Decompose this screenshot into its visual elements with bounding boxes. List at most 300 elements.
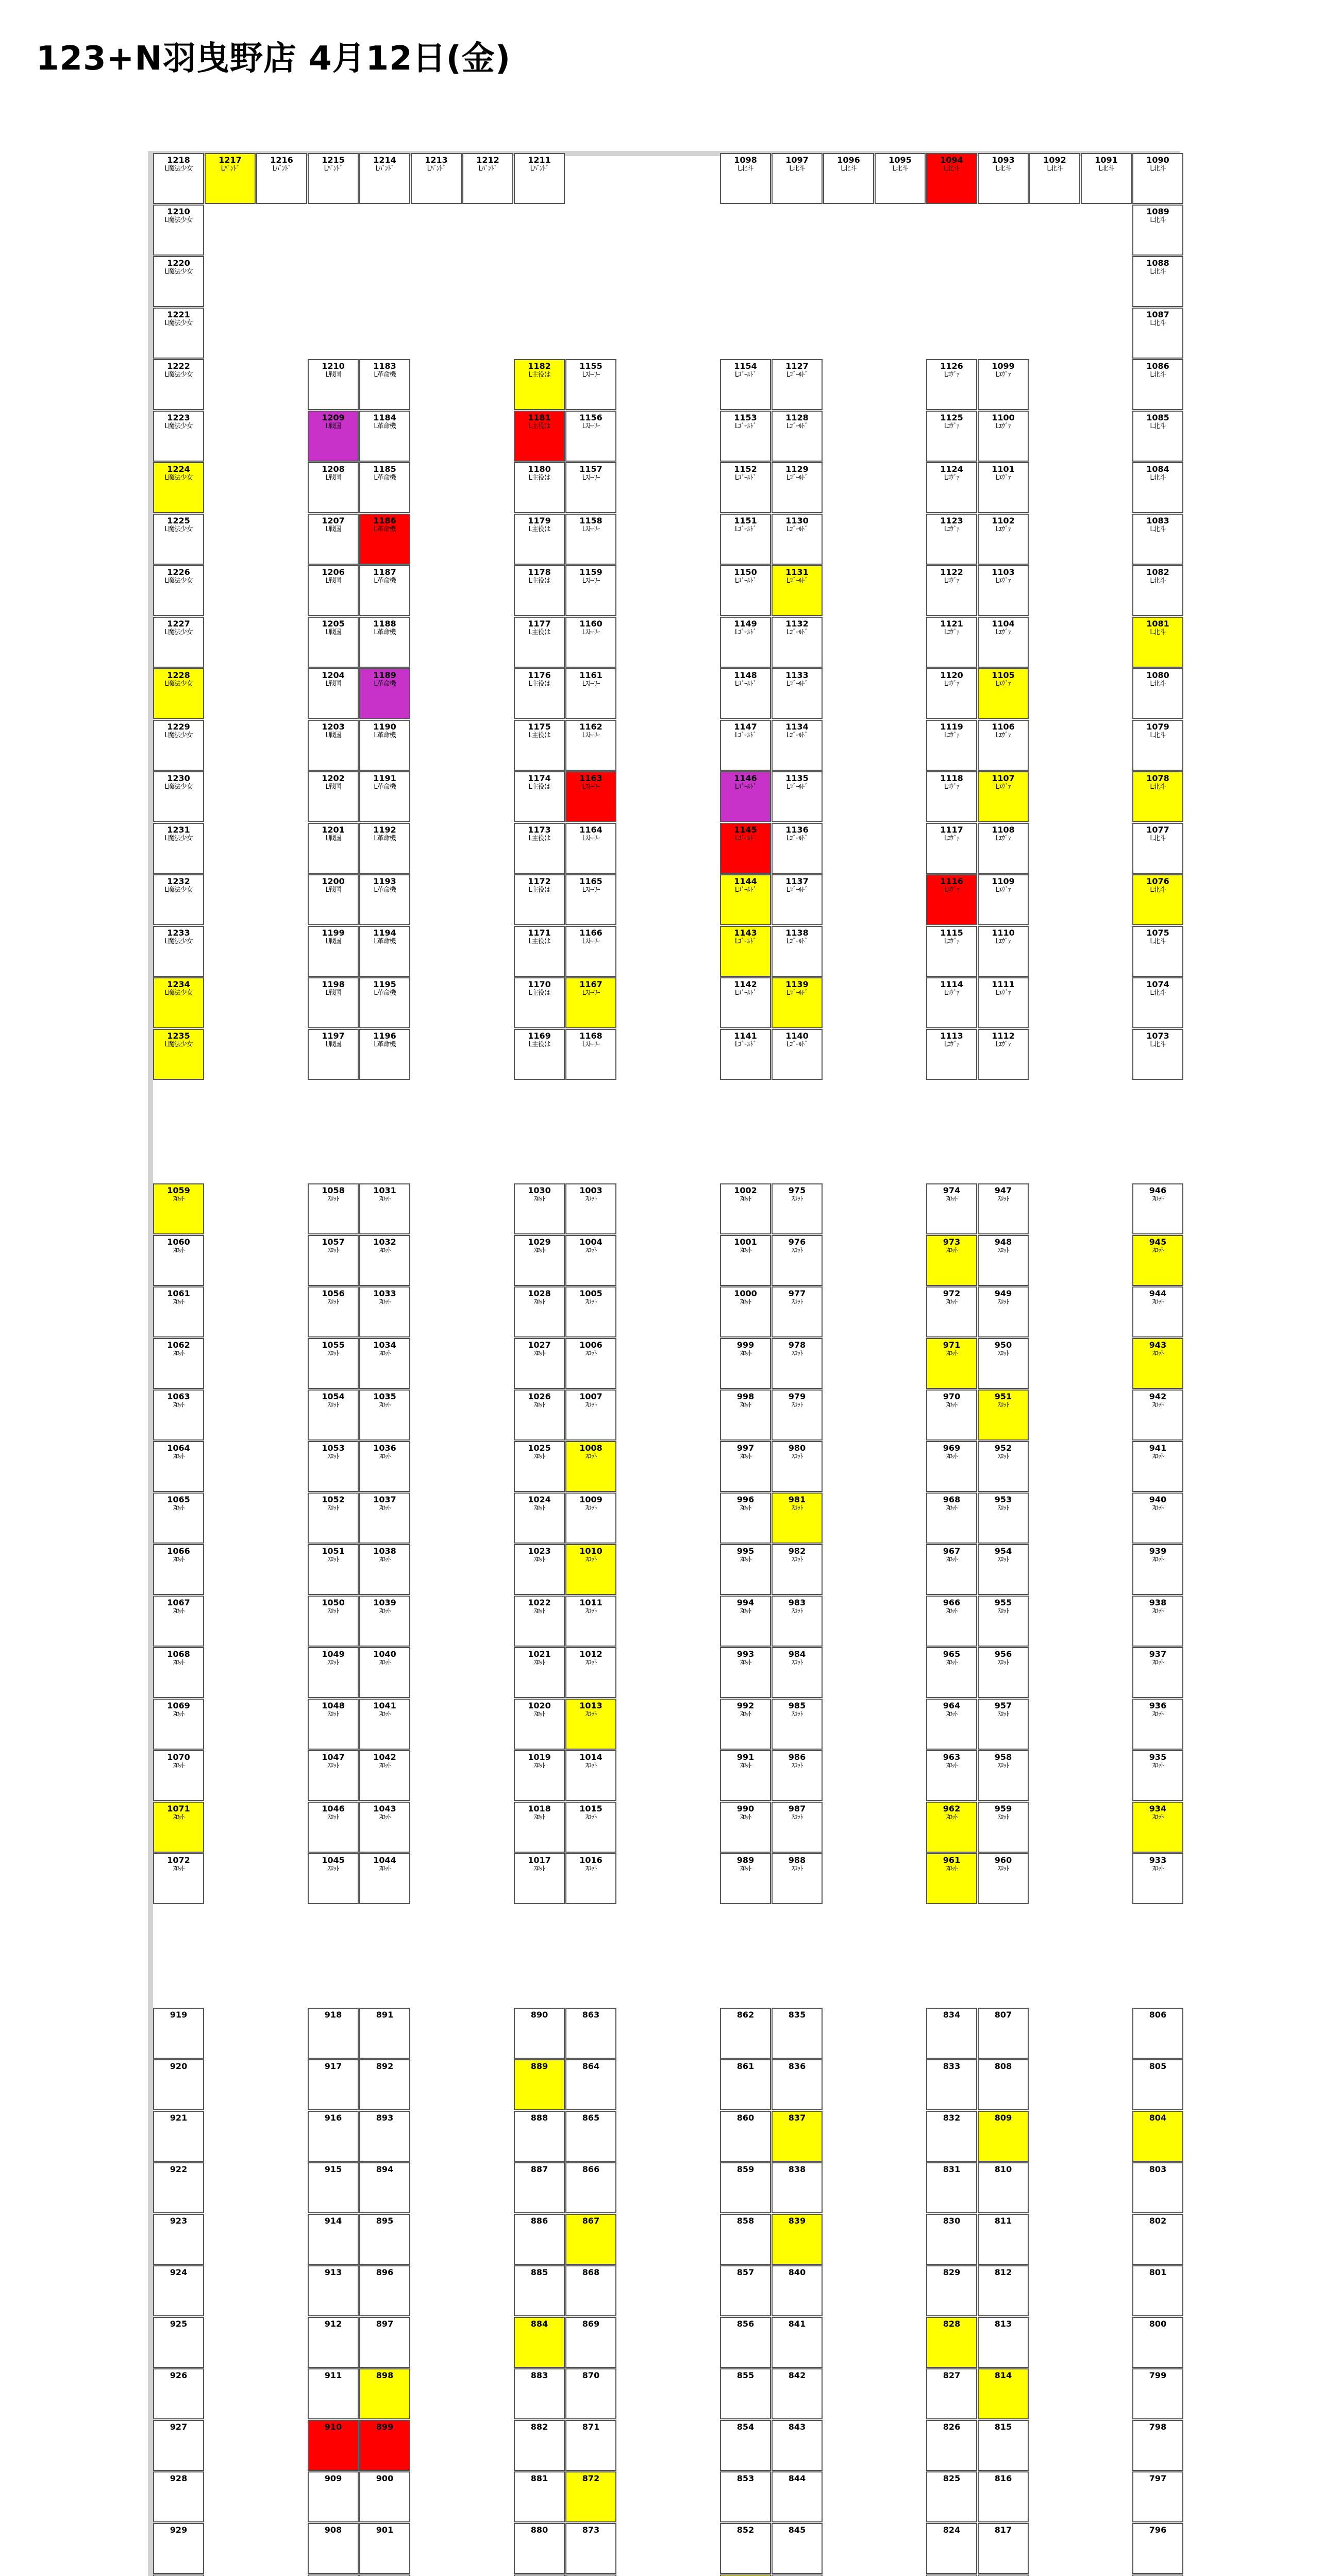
machine-slot[interactable] xyxy=(514,771,565,822)
machine-slot[interactable] xyxy=(926,874,977,925)
machine-slot[interactable] xyxy=(153,256,204,307)
machine-slot[interactable] xyxy=(1132,359,1183,410)
machine-slot[interactable] xyxy=(720,514,771,565)
machine-slot[interactable] xyxy=(153,2420,204,2471)
machine-slot[interactable] xyxy=(565,874,616,925)
machine-slot[interactable] xyxy=(1132,153,1183,204)
machine-slot[interactable] xyxy=(153,2523,204,2574)
machine-slot[interactable] xyxy=(565,1389,616,1440)
machine-slot[interactable] xyxy=(772,1286,823,1337)
machine-slot[interactable] xyxy=(772,2214,823,2265)
machine-slot[interactable] xyxy=(308,1493,359,1544)
machine-slot[interactable] xyxy=(772,153,823,204)
machine-slot[interactable] xyxy=(514,1235,565,1286)
machine-slot[interactable] xyxy=(1132,2317,1183,2368)
machine-slot[interactable] xyxy=(308,2317,359,2368)
machine-slot[interactable] xyxy=(720,720,771,771)
machine-slot[interactable] xyxy=(720,2059,771,2110)
machine-slot[interactable] xyxy=(153,2059,204,2110)
machine-slot[interactable] xyxy=(926,977,977,1028)
machine-slot[interactable] xyxy=(359,771,410,822)
machine-slot[interactable] xyxy=(565,1183,616,1234)
machine-slot[interactable] xyxy=(772,1441,823,1492)
machine-slot[interactable] xyxy=(1132,1183,1183,1234)
machine-slot[interactable] xyxy=(308,514,359,565)
machine-slot[interactable] xyxy=(565,2265,616,2316)
machine-slot[interactable] xyxy=(153,771,204,822)
machine-slot[interactable] xyxy=(565,823,616,874)
machine-slot[interactable] xyxy=(720,1596,771,1647)
machine-slot[interactable] xyxy=(153,565,204,616)
machine-slot[interactable] xyxy=(926,462,977,513)
machine-slot[interactable] xyxy=(978,1235,1029,1286)
machine-slot[interactable] xyxy=(359,1544,410,1595)
machine-slot[interactable] xyxy=(514,2162,565,2213)
machine-slot[interactable] xyxy=(1081,153,1132,204)
machine-slot[interactable] xyxy=(1132,1235,1183,1286)
machine-slot[interactable] xyxy=(565,1853,616,1904)
machine-slot[interactable] xyxy=(1132,2368,1183,2419)
machine-slot[interactable] xyxy=(308,1802,359,1853)
machine-slot[interactable] xyxy=(308,668,359,719)
machine-slot[interactable] xyxy=(720,1802,771,1853)
machine-slot[interactable] xyxy=(720,1750,771,1801)
machine-slot[interactable] xyxy=(926,2008,977,2059)
machine-slot[interactable] xyxy=(565,1286,616,1337)
machine-slot[interactable] xyxy=(720,1647,771,1698)
machine-slot[interactable] xyxy=(514,1544,565,1595)
machine-slot[interactable] xyxy=(153,2162,204,2213)
machine-slot[interactable] xyxy=(359,1441,410,1492)
machine-slot[interactable] xyxy=(720,2162,771,2213)
machine-slot[interactable] xyxy=(565,977,616,1028)
machine-slot[interactable] xyxy=(205,153,256,204)
machine-slot[interactable] xyxy=(308,2162,359,2213)
machine-slot[interactable] xyxy=(720,823,771,874)
machine-slot[interactable] xyxy=(772,926,823,977)
machine-slot[interactable] xyxy=(153,617,204,668)
machine-slot[interactable] xyxy=(978,153,1029,204)
machine-slot[interactable] xyxy=(772,359,823,410)
machine-slot[interactable] xyxy=(153,411,204,462)
machine-slot[interactable] xyxy=(772,771,823,822)
machine-slot[interactable] xyxy=(772,462,823,513)
machine-slot[interactable] xyxy=(411,153,462,204)
machine-slot[interactable] xyxy=(359,2162,410,2213)
machine-slot[interactable] xyxy=(720,1853,771,1904)
machine-slot[interactable] xyxy=(514,1183,565,1234)
machine-slot[interactable] xyxy=(978,2420,1029,2471)
machine-slot[interactable] xyxy=(359,1286,410,1337)
machine-slot[interactable] xyxy=(926,1389,977,1440)
machine-slot[interactable] xyxy=(153,1802,204,1853)
machine-slot[interactable] xyxy=(308,1029,359,1080)
machine-slot[interactable] xyxy=(514,1802,565,1853)
machine-slot[interactable] xyxy=(978,2008,1029,2059)
machine-slot[interactable] xyxy=(359,2420,410,2471)
machine-slot[interactable] xyxy=(926,1647,977,1698)
machine-slot[interactable] xyxy=(772,617,823,668)
machine-slot[interactable] xyxy=(359,874,410,925)
machine-slot[interactable] xyxy=(978,1183,1029,1234)
machine-slot[interactable] xyxy=(1029,153,1080,204)
machine-slot[interactable] xyxy=(565,1338,616,1389)
machine-slot[interactable] xyxy=(978,926,1029,977)
machine-slot[interactable] xyxy=(359,2317,410,2368)
machine-slot[interactable] xyxy=(153,1389,204,1440)
machine-slot[interactable] xyxy=(565,2471,616,2522)
machine-slot[interactable] xyxy=(720,1544,771,1595)
machine-slot[interactable] xyxy=(720,2368,771,2419)
machine-slot[interactable] xyxy=(308,2471,359,2522)
machine-slot[interactable] xyxy=(926,153,977,204)
machine-slot[interactable] xyxy=(926,2523,977,2574)
machine-slot[interactable] xyxy=(1132,411,1183,462)
machine-slot[interactable] xyxy=(1132,1441,1183,1492)
machine-slot[interactable] xyxy=(720,771,771,822)
machine-slot[interactable] xyxy=(359,2523,410,2574)
machine-slot[interactable] xyxy=(926,411,977,462)
machine-slot[interactable] xyxy=(978,2059,1029,2110)
machine-slot[interactable] xyxy=(772,2471,823,2522)
machine-slot[interactable] xyxy=(926,2059,977,2110)
machine-slot[interactable] xyxy=(926,2471,977,2522)
machine-slot[interactable] xyxy=(1132,1596,1183,1647)
machine-slot[interactable] xyxy=(514,2317,565,2368)
machine-slot[interactable] xyxy=(1132,874,1183,925)
machine-slot[interactable] xyxy=(926,2162,977,2213)
machine-slot[interactable] xyxy=(565,565,616,616)
machine-slot[interactable] xyxy=(565,1441,616,1492)
machine-slot[interactable] xyxy=(926,1286,977,1337)
machine-slot[interactable] xyxy=(565,2059,616,2110)
machine-slot[interactable] xyxy=(514,1750,565,1801)
machine-slot[interactable] xyxy=(926,514,977,565)
machine-slot[interactable] xyxy=(926,668,977,719)
machine-slot[interactable] xyxy=(978,1802,1029,1853)
machine-slot[interactable] xyxy=(772,2059,823,2110)
machine-slot[interactable] xyxy=(720,977,771,1028)
machine-slot[interactable] xyxy=(1132,2420,1183,2471)
machine-slot[interactable] xyxy=(772,1544,823,1595)
machine-slot[interactable] xyxy=(720,1699,771,1750)
machine-slot[interactable] xyxy=(153,153,204,204)
machine-slot[interactable] xyxy=(926,2368,977,2419)
machine-slot[interactable] xyxy=(1132,977,1183,1028)
machine-slot[interactable] xyxy=(565,2111,616,2162)
machine-slot[interactable] xyxy=(1132,308,1183,359)
machine-slot[interactable] xyxy=(308,2008,359,2059)
machine-slot[interactable] xyxy=(359,977,410,1028)
machine-slot[interactable] xyxy=(772,2265,823,2316)
machine-slot[interactable] xyxy=(514,462,565,513)
machine-slot[interactable] xyxy=(1132,1493,1183,1544)
machine-slot[interactable] xyxy=(153,2008,204,2059)
machine-slot[interactable] xyxy=(359,1699,410,1750)
machine-slot[interactable] xyxy=(514,1596,565,1647)
machine-slot[interactable] xyxy=(565,2368,616,2419)
machine-slot[interactable] xyxy=(720,462,771,513)
machine-slot[interactable] xyxy=(1132,2523,1183,2574)
machine-slot[interactable] xyxy=(308,617,359,668)
machine-slot[interactable] xyxy=(153,1338,204,1389)
machine-slot[interactable] xyxy=(514,823,565,874)
machine-slot[interactable] xyxy=(978,2523,1029,2574)
machine-slot[interactable] xyxy=(153,205,204,256)
machine-slot[interactable] xyxy=(1132,823,1183,874)
machine-slot[interactable] xyxy=(308,2059,359,2110)
machine-slot[interactable] xyxy=(720,2317,771,2368)
machine-slot[interactable] xyxy=(978,771,1029,822)
machine-slot[interactable] xyxy=(926,565,977,616)
machine-slot[interactable] xyxy=(1132,205,1183,256)
machine-slot[interactable] xyxy=(308,1750,359,1801)
machine-slot[interactable] xyxy=(565,514,616,565)
machine-slot[interactable] xyxy=(720,2420,771,2471)
machine-slot[interactable] xyxy=(308,926,359,977)
machine-slot[interactable] xyxy=(1132,2214,1183,2265)
machine-slot[interactable] xyxy=(926,771,977,822)
machine-slot[interactable] xyxy=(359,462,410,513)
machine-slot[interactable] xyxy=(978,462,1029,513)
machine-slot[interactable] xyxy=(359,823,410,874)
machine-slot[interactable] xyxy=(772,1235,823,1286)
machine-slot[interactable] xyxy=(308,2523,359,2574)
machine-slot[interactable] xyxy=(514,874,565,925)
machine-slot[interactable] xyxy=(978,1596,1029,1647)
machine-slot[interactable] xyxy=(565,359,616,410)
machine-slot[interactable] xyxy=(153,359,204,410)
machine-slot[interactable] xyxy=(308,874,359,925)
machine-slot[interactable] xyxy=(720,411,771,462)
machine-slot[interactable] xyxy=(772,1750,823,1801)
machine-slot[interactable] xyxy=(926,2265,977,2316)
machine-slot[interactable] xyxy=(926,1699,977,1750)
machine-slot[interactable] xyxy=(153,1493,204,1544)
machine-slot[interactable] xyxy=(978,1853,1029,1904)
machine-slot[interactable] xyxy=(308,1647,359,1698)
machine-slot[interactable] xyxy=(926,2420,977,2471)
machine-slot[interactable] xyxy=(153,1750,204,1801)
machine-slot[interactable] xyxy=(1132,771,1183,822)
machine-slot[interactable] xyxy=(1132,256,1183,307)
machine-slot[interactable] xyxy=(772,1389,823,1440)
machine-slot[interactable] xyxy=(772,1802,823,1853)
machine-slot[interactable] xyxy=(308,2111,359,2162)
machine-slot[interactable] xyxy=(256,153,307,204)
machine-slot[interactable] xyxy=(514,2214,565,2265)
machine-slot[interactable] xyxy=(1132,1802,1183,1853)
machine-slot[interactable] xyxy=(772,2368,823,2419)
machine-slot[interactable] xyxy=(978,823,1029,874)
machine-slot[interactable] xyxy=(565,720,616,771)
machine-slot[interactable] xyxy=(1132,2162,1183,2213)
machine-slot[interactable] xyxy=(565,1544,616,1595)
machine-slot[interactable] xyxy=(772,874,823,925)
machine-slot[interactable] xyxy=(565,926,616,977)
machine-slot[interactable] xyxy=(926,2111,977,2162)
machine-slot[interactable] xyxy=(359,926,410,977)
machine-slot[interactable] xyxy=(772,2162,823,2213)
machine-slot[interactable] xyxy=(359,2471,410,2522)
machine-slot[interactable] xyxy=(308,2214,359,2265)
machine-slot[interactable] xyxy=(153,1853,204,1904)
machine-slot[interactable] xyxy=(359,1802,410,1853)
machine-slot[interactable] xyxy=(514,2059,565,2110)
machine-slot[interactable] xyxy=(772,668,823,719)
machine-slot[interactable] xyxy=(978,2162,1029,2213)
machine-slot[interactable] xyxy=(1132,2008,1183,2059)
machine-slot[interactable] xyxy=(978,2317,1029,2368)
machine-slot[interactable] xyxy=(720,874,771,925)
machine-slot[interactable] xyxy=(978,668,1029,719)
machine-slot[interactable] xyxy=(978,2214,1029,2265)
machine-slot[interactable] xyxy=(772,720,823,771)
machine-slot[interactable] xyxy=(308,1183,359,1234)
machine-slot[interactable] xyxy=(308,153,359,204)
machine-slot[interactable] xyxy=(565,1802,616,1853)
machine-slot[interactable] xyxy=(772,2420,823,2471)
machine-slot[interactable] xyxy=(514,2368,565,2419)
machine-slot[interactable] xyxy=(153,720,204,771)
machine-slot[interactable] xyxy=(153,1441,204,1492)
machine-slot[interactable] xyxy=(720,565,771,616)
machine-slot[interactable] xyxy=(153,926,204,977)
machine-slot[interactable] xyxy=(926,359,977,410)
machine-slot[interactable] xyxy=(359,514,410,565)
machine-slot[interactable] xyxy=(514,1286,565,1337)
machine-slot[interactable] xyxy=(565,2317,616,2368)
machine-slot[interactable] xyxy=(308,1338,359,1389)
machine-slot[interactable] xyxy=(514,2008,565,2059)
machine-slot[interactable] xyxy=(720,2471,771,2522)
machine-slot[interactable] xyxy=(514,1029,565,1080)
machine-slot[interactable] xyxy=(926,1544,977,1595)
machine-slot[interactable] xyxy=(978,720,1029,771)
machine-slot[interactable] xyxy=(1132,1544,1183,1595)
machine-slot[interactable] xyxy=(153,462,204,513)
machine-slot[interactable] xyxy=(978,1389,1029,1440)
machine-slot[interactable] xyxy=(153,1235,204,1286)
machine-slot[interactable] xyxy=(720,1389,771,1440)
machine-slot[interactable] xyxy=(978,1647,1029,1698)
machine-slot[interactable] xyxy=(514,1441,565,1492)
machine-slot[interactable] xyxy=(565,2523,616,2574)
machine-slot[interactable] xyxy=(875,153,926,204)
machine-slot[interactable] xyxy=(308,771,359,822)
machine-slot[interactable] xyxy=(153,1544,204,1595)
machine-slot[interactable] xyxy=(978,874,1029,925)
machine-slot[interactable] xyxy=(514,977,565,1028)
machine-slot[interactable] xyxy=(359,2368,410,2419)
machine-slot[interactable] xyxy=(772,1699,823,1750)
machine-slot[interactable] xyxy=(1132,462,1183,513)
machine-slot[interactable] xyxy=(359,1853,410,1904)
machine-slot[interactable] xyxy=(772,1596,823,1647)
machine-slot[interactable] xyxy=(1132,565,1183,616)
machine-slot[interactable] xyxy=(153,2265,204,2316)
machine-slot[interactable] xyxy=(720,1029,771,1080)
machine-slot[interactable] xyxy=(565,411,616,462)
machine-slot[interactable] xyxy=(514,1647,565,1698)
machine-slot[interactable] xyxy=(565,1235,616,1286)
machine-slot[interactable] xyxy=(772,411,823,462)
machine-slot[interactable] xyxy=(514,565,565,616)
machine-slot[interactable] xyxy=(720,617,771,668)
machine-slot[interactable] xyxy=(153,2368,204,2419)
machine-slot[interactable] xyxy=(772,977,823,1028)
machine-slot[interactable] xyxy=(978,977,1029,1028)
machine-slot[interactable] xyxy=(720,2214,771,2265)
machine-slot[interactable] xyxy=(308,1286,359,1337)
machine-slot[interactable] xyxy=(565,617,616,668)
machine-slot[interactable] xyxy=(978,617,1029,668)
machine-slot[interactable] xyxy=(772,823,823,874)
machine-slot[interactable] xyxy=(308,1596,359,1647)
machine-slot[interactable] xyxy=(926,1596,977,1647)
machine-slot[interactable] xyxy=(772,2111,823,2162)
machine-slot[interactable] xyxy=(1132,1389,1183,1440)
machine-slot[interactable] xyxy=(978,2471,1029,2522)
machine-slot[interactable] xyxy=(1132,1647,1183,1698)
machine-slot[interactable] xyxy=(308,1441,359,1492)
machine-slot[interactable] xyxy=(720,1183,771,1234)
machine-slot[interactable] xyxy=(514,668,565,719)
machine-slot[interactable] xyxy=(978,565,1029,616)
machine-slot[interactable] xyxy=(720,668,771,719)
machine-slot[interactable] xyxy=(926,1338,977,1389)
machine-slot[interactable] xyxy=(1132,1286,1183,1337)
machine-slot[interactable] xyxy=(823,153,874,204)
machine-slot[interactable] xyxy=(1132,2265,1183,2316)
machine-slot[interactable] xyxy=(978,2368,1029,2419)
machine-slot[interactable] xyxy=(926,1802,977,1853)
machine-slot[interactable] xyxy=(565,1750,616,1801)
machine-slot[interactable] xyxy=(359,1183,410,1234)
machine-slot[interactable] xyxy=(978,2111,1029,2162)
machine-slot[interactable] xyxy=(1132,1699,1183,1750)
machine-slot[interactable] xyxy=(772,565,823,616)
machine-slot[interactable] xyxy=(514,926,565,977)
machine-slot[interactable] xyxy=(514,153,565,204)
machine-slot[interactable] xyxy=(153,2111,204,2162)
machine-slot[interactable] xyxy=(359,2008,410,2059)
machine-slot[interactable] xyxy=(359,2214,410,2265)
machine-slot[interactable] xyxy=(720,153,771,204)
machine-slot[interactable] xyxy=(308,823,359,874)
machine-slot[interactable] xyxy=(1132,668,1183,719)
machine-slot[interactable] xyxy=(926,1183,977,1234)
machine-slot[interactable] xyxy=(153,1596,204,1647)
machine-slot[interactable] xyxy=(514,1853,565,1904)
machine-slot[interactable] xyxy=(926,720,977,771)
machine-slot[interactable] xyxy=(308,2420,359,2471)
machine-slot[interactable] xyxy=(772,1853,823,1904)
machine-slot[interactable] xyxy=(720,359,771,410)
machine-slot[interactable] xyxy=(153,2317,204,2368)
machine-slot[interactable] xyxy=(514,1389,565,1440)
machine-slot[interactable] xyxy=(1132,926,1183,977)
machine-slot[interactable] xyxy=(1132,1338,1183,1389)
machine-slot[interactable] xyxy=(926,1853,977,1904)
machine-slot[interactable] xyxy=(514,1338,565,1389)
machine-slot[interactable] xyxy=(153,2214,204,2265)
machine-slot[interactable] xyxy=(565,1493,616,1544)
machine-slot[interactable] xyxy=(308,2265,359,2316)
machine-slot[interactable] xyxy=(514,2265,565,2316)
machine-slot[interactable] xyxy=(926,1493,977,1544)
machine-slot[interactable] xyxy=(359,1235,410,1286)
